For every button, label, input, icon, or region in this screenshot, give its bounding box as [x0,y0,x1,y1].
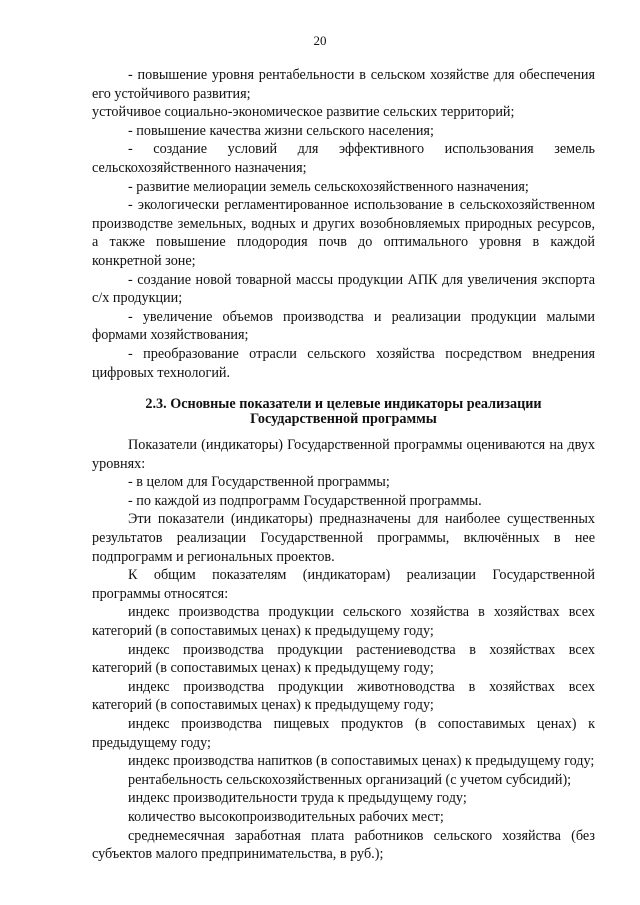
indicator-item: индекс производства продукции животноводства в хозяйствах всех категорий (в сопоставимых ценах) к предыдущему году; [92,678,595,714]
indicator-item: среднемесячная заработная плата работников сельского хозяйства (без субъектов малого предпринимательства, в руб.); [92,827,595,863]
goal-item: - повышение качества жизни сельского населения; [128,122,434,139]
intro-paragraph: - по каждой из подпрограмм Государственной программы. [128,492,482,509]
goal-item: - экологически регламентированное использование в сельскохозяйственном производстве земельных, водных и других возобновляемых природных ресурсов, а также повышение плодородия почв до оптимального уровня в каждой конкретной зоне; [92,197,595,269]
indicator-item: индекс производства продукции растениеводства в хозяйствах всех категорий (в сопоставимых ценах) к предыдущему году; [92,641,595,677]
indicator-item: рентабельность сельскохозяйственных организаций (с учетом субсидий); [128,771,572,788]
section-heading [92,397,595,427]
page-number: 20 [313,33,327,48]
indicator-item: индекс производства продукции сельского хозяйства в хозяйствах всех категорий (в сопоставимых ценах) к предыдущему году; [92,604,595,640]
indicator-item: индекс производства напитков (в сопоставимых ценах) к предыдущему году; [128,753,595,770]
indicator-item: индекс производства пищевых продуктов (в сопоставимых ценах) к предыдущему году; [92,716,595,751]
goal-item: - увеличение объемов производства и реализации продукции малыми формами хозяйствования; [92,308,595,344]
intro-paragraph: Эти показатели (индикаторы) предназначены для наиболее существенных результатов реализации Государственной программы, включённых в нее подпрограмм и региональных проектов. [92,511,595,565]
goal-item: - создание новой товарной массы продукции АПК для увеличения экспорта с/х продукции; [92,271,595,307]
page-body [92,66,595,864]
indicator-item: количество высокопроизводительных рабочих мест; [128,808,444,825]
intro-paragraph: Показатели (индикаторы) Государственной программы оцениваются на двух уровнях: [92,437,595,472]
goal-item: - преобразование отрасли сельского хозяйства посредством внедрения цифровых технологий. [92,345,595,381]
goal-item: - повышение уровня рентабельности в сельском хозяйстве для обеспечения его устойчивого развития; [92,67,595,102]
intro-paragraph: К общим показателям (индикаторам) реализации Государственной программы относятся: [92,567,595,602]
goal-item: - создание условий для эффективного использования земель сельскохозяйственного назначения; [92,141,595,176]
indicator-item: индекс производительности труда к предыдущему году; [128,790,467,807]
goal-item: устойчивое социально-экономическое развитие сельских территорий; [92,104,515,121]
section-heading-line: Государственной программы [250,411,437,428]
intro-paragraph: - в целом для Государственной программы; [128,474,390,491]
goal-item: - развитие мелиорации земель сельскохозяйственного назначения; [128,178,529,195]
section-heading-line: 2.3. Основные показатели и целевые индикаторы реализации [145,396,542,413]
